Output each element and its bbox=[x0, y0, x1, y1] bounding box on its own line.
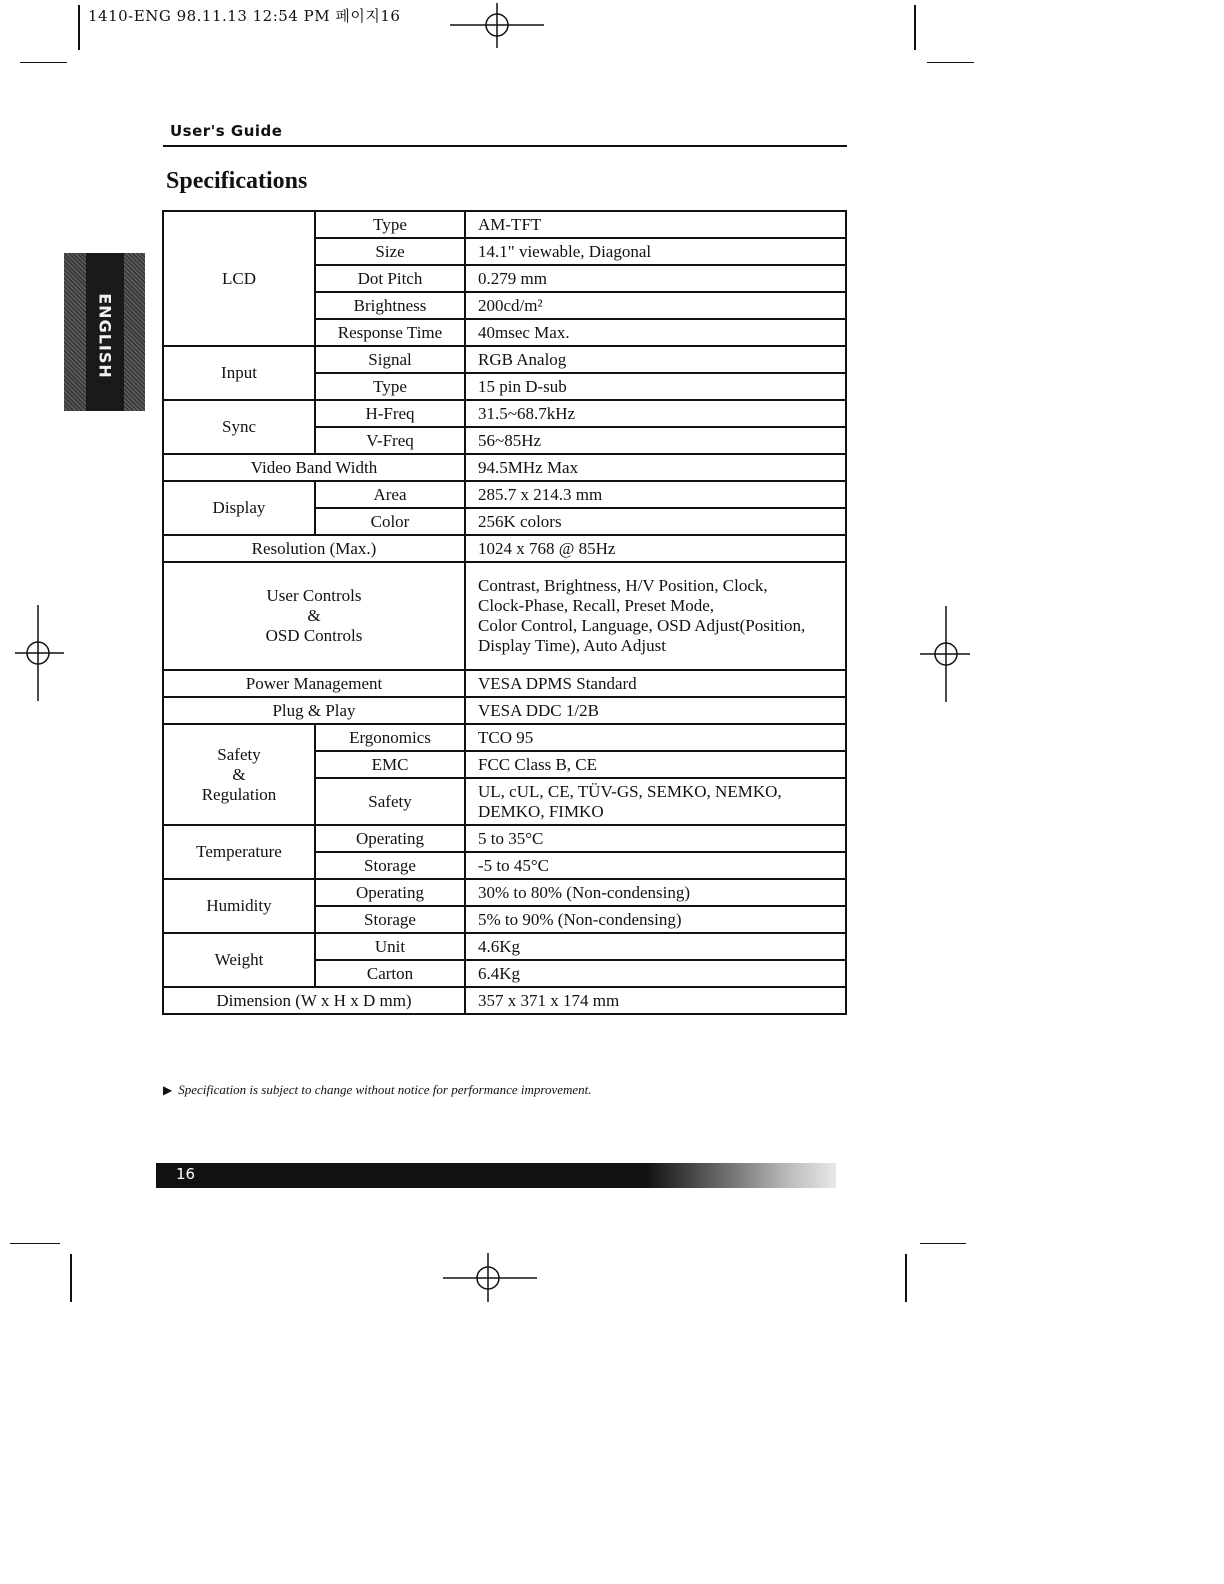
registration-mark-icon bbox=[447, 0, 547, 70]
param-cell: Unit bbox=[315, 933, 465, 960]
param-cell: Storage bbox=[315, 906, 465, 933]
value-cell: 14.1" viewable, Diagonal bbox=[465, 238, 846, 265]
label-line: User Controls bbox=[266, 586, 362, 605]
language-side-tab bbox=[64, 253, 145, 411]
param-cell: Ergonomics bbox=[315, 724, 465, 751]
header-rule bbox=[163, 145, 847, 147]
value-cell: 56~85Hz bbox=[465, 427, 846, 454]
param-cell: Carton bbox=[315, 960, 465, 987]
group-cell: Weight bbox=[163, 933, 315, 987]
value-cell: 40msec Max. bbox=[465, 319, 846, 346]
group-cell: Input bbox=[163, 346, 315, 400]
table-row bbox=[163, 535, 846, 562]
param-cell: Response Time bbox=[315, 319, 465, 346]
group-cell: Temperature bbox=[163, 825, 315, 879]
table-row bbox=[163, 825, 846, 852]
param-cell: Color bbox=[315, 508, 465, 535]
group-cell: Humidity bbox=[163, 879, 315, 933]
table-row bbox=[163, 346, 846, 373]
group-cell bbox=[163, 724, 315, 825]
table-row bbox=[163, 697, 846, 724]
label-line: OSD Controls bbox=[265, 626, 363, 645]
table-row bbox=[163, 987, 846, 1014]
value-line: Clock-Phase, Recall, Preset Mode, bbox=[478, 596, 715, 615]
footnote bbox=[163, 1082, 592, 1098]
page-title: Specifications bbox=[166, 168, 308, 194]
value-line: Color Control, Language, OSD Adjust(Position, bbox=[478, 616, 806, 635]
value-cell: FCC Class B, CE bbox=[465, 751, 846, 778]
param-cell: Safety bbox=[315, 778, 465, 825]
crop-mark bbox=[920, 1243, 966, 1244]
crop-mark bbox=[905, 1254, 907, 1302]
page-number: 16 bbox=[176, 1165, 196, 1183]
value-cell: VESA DDC 1/2B bbox=[465, 697, 846, 724]
value-cell bbox=[465, 562, 846, 670]
crop-mark bbox=[20, 62, 67, 63]
value-cell: RGB Analog bbox=[465, 346, 846, 373]
value-cell: 5 to 35°C bbox=[465, 825, 846, 852]
value-cell: 30% to 80% (Non-condensing) bbox=[465, 879, 846, 906]
crop-mark bbox=[70, 1254, 72, 1302]
param-cell: Operating bbox=[315, 879, 465, 906]
group-cell: Display bbox=[163, 481, 315, 535]
registration-mark-icon bbox=[0, 603, 70, 703]
group-line: Safety bbox=[217, 744, 261, 764]
value-cell: TCO 95 bbox=[465, 724, 846, 751]
bullet-triangle-icon: ▶ bbox=[163, 1083, 173, 1097]
param-cell: Size bbox=[315, 238, 465, 265]
footnote-text: Specification is subject to change without notice for performance improvement. bbox=[178, 1082, 592, 1097]
value-cell: 256K colors bbox=[465, 508, 846, 535]
crop-mark bbox=[914, 5, 916, 50]
param-cell: Brightness bbox=[315, 292, 465, 319]
value-cell: 15 pin D-sub bbox=[465, 373, 846, 400]
side-tab-label: ENGLISH bbox=[95, 293, 115, 379]
crop-mark bbox=[10, 1243, 60, 1244]
value-cell: 31.5~68.7kHz bbox=[465, 400, 846, 427]
group-cell: Sync bbox=[163, 400, 315, 454]
label-cell: Dimension (W x H x D mm) bbox=[163, 987, 465, 1014]
table-row bbox=[163, 724, 846, 751]
param-cell: Type bbox=[315, 373, 465, 400]
value-cell: 6.4Kg bbox=[465, 960, 846, 987]
label-cell: Plug & Play bbox=[163, 697, 465, 724]
param-cell: Storage bbox=[315, 852, 465, 879]
group-line: & bbox=[232, 764, 246, 784]
group-line: Regulation bbox=[201, 784, 277, 804]
label-cell bbox=[163, 562, 465, 670]
value-cell: 94.5MHz Max bbox=[465, 454, 846, 481]
specifications-table bbox=[162, 210, 847, 1015]
section-label: User's Guide bbox=[170, 122, 283, 140]
param-cell: Signal bbox=[315, 346, 465, 373]
param-cell: Area bbox=[315, 481, 465, 508]
value-cell: -5 to 45°C bbox=[465, 852, 846, 879]
value-line: UL, cUL, CE, TÜV-GS, SEMKO, NEMKO, bbox=[478, 781, 782, 801]
label-cell: Power Management bbox=[163, 670, 465, 697]
value-line: Display Time), Auto Adjust bbox=[478, 636, 666, 655]
param-cell: H-Freq bbox=[315, 400, 465, 427]
table-row bbox=[163, 933, 846, 960]
param-cell: EMC bbox=[315, 751, 465, 778]
print-header: 1410-ENG 98.11.13 12:54 PM 페이지16 bbox=[88, 7, 401, 25]
crop-mark bbox=[927, 62, 974, 63]
param-cell: V-Freq bbox=[315, 427, 465, 454]
value-cell bbox=[465, 778, 846, 825]
value-cell: 5% to 90% (Non-condensing) bbox=[465, 906, 846, 933]
label-cell: Video Band Width bbox=[163, 454, 465, 481]
value-cell: 200cd/m² bbox=[465, 292, 846, 319]
registration-mark-icon bbox=[440, 1250, 540, 1320]
table-row bbox=[163, 211, 846, 238]
table-row bbox=[163, 879, 846, 906]
param-cell: Type bbox=[315, 211, 465, 238]
value-cell: 4.6Kg bbox=[465, 933, 846, 960]
value-line: DEMKO, FIMKO bbox=[478, 801, 604, 821]
value-cell: 285.7 x 214.3 mm bbox=[465, 481, 846, 508]
value-line: Contrast, Brightness, H/V Position, Clock, bbox=[478, 576, 768, 595]
param-cell: Dot Pitch bbox=[315, 265, 465, 292]
param-cell: Operating bbox=[315, 825, 465, 852]
label-line: & bbox=[307, 606, 321, 625]
value-cell: 1024 x 768 @ 85Hz bbox=[465, 535, 846, 562]
footer-bar bbox=[156, 1163, 836, 1188]
crop-mark bbox=[78, 5, 80, 50]
value-cell: VESA DPMS Standard bbox=[465, 670, 846, 697]
registration-mark-icon bbox=[910, 604, 980, 704]
table-row bbox=[163, 400, 846, 427]
group-cell: LCD bbox=[163, 211, 315, 346]
value-cell: AM-TFT bbox=[465, 211, 846, 238]
value-cell: 0.279 mm bbox=[465, 265, 846, 292]
value-cell: 357 x 371 x 174 mm bbox=[465, 987, 846, 1014]
table-row bbox=[163, 481, 846, 508]
label-cell: Resolution (Max.) bbox=[163, 535, 465, 562]
table-row bbox=[163, 562, 846, 670]
table-row bbox=[163, 670, 846, 697]
table-row bbox=[163, 454, 846, 481]
